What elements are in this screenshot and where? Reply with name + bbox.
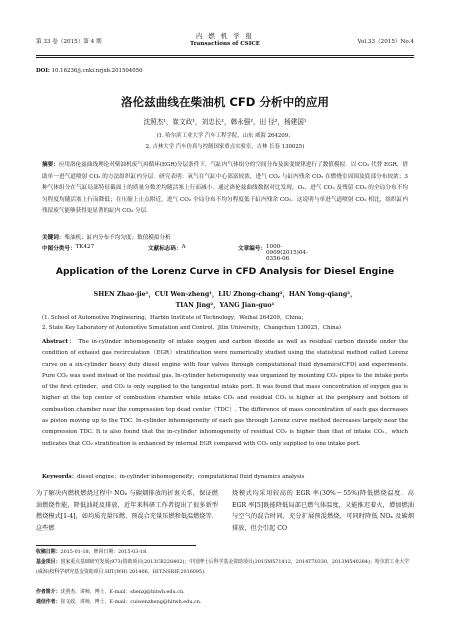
abstract-cn-label: 摘要：: [42, 162, 59, 168]
abstract-cn-text: 应用洛伦兹曲线理论对柴油机废气再循环(EGR)分层条件下，气缸内气体组分的空间分布及演变规律进行了数值模拟．以 CO₂ 代替 EGR，借助单一进气道喷射 CO₂ 的方法组织缸内分层．研究表明：氧气在气缸中心部富较浓，进气 CO₂ 与缸内残余 CO₂ 在燃烧室周围及底部分布较浓；3 种气体组分在气缸局部特征截面上的质量分数差均随活塞上行而减小．通过洛伦兹曲线数据对比发现，O₂、进气 CO₂ 及残留 CO₂ 的全局分布不均匀程度均随活塞上行而降低；在压缩上止点附近，进气 CO₂ 全局分布不均匀程度低于缸内残余 CO₂．这说明与单进气道喷射 CO₂ 相比，组织缸内残留废气能够获得更显著的缸内 CO₂ 分层．: [42, 162, 408, 215]
affiliation-cn-1: (1. 哈尔滨工业大学 汽车工程学院，山东 威海 264209；: [156, 133, 294, 139]
article-number-label: 文章编号：: [238, 246, 266, 252]
title-cn: 洛伦兹曲线在柴油机 CFD 分析中的应用: [120, 95, 330, 109]
keywords-cn-text: 柴油机；缸内分布不均匀度；数值模拟分析: [64, 235, 171, 241]
affiliation-cn-2: 2. 吉林大学 汽车仿真与控制国家重点实验室，吉林 长春 130025): [145, 144, 305, 150]
abstract-cn: [42, 160, 408, 218]
header-rule-bottom: [36, 57, 414, 58]
clc-value: TK427: [75, 244, 95, 250]
footnote-rule: [36, 545, 196, 546]
authors-cn: 沈照杰¹，崔文政¹，刘忠长²，韩永强²，田 径²，杨建国¹: [143, 118, 307, 126]
doi-value: 10.16236/j.cnki.nrjxb.201504050: [51, 68, 143, 74]
document-code: [148, 244, 186, 252]
running-header: [36, 30, 414, 54]
authors-en-line-1: SHEN Zhao-jie¹，CUI Wen-zheng¹，LIU Zhong-chang²，HAN Yong-qiang²，: [93, 291, 357, 298]
keywords-en-text: diesel engine；in-cylinder inhomogeneity；computational fluid dynamics analysis: [77, 474, 305, 480]
received-label: 收稿日期：: [36, 549, 61, 555]
doi-label: DOI:: [36, 68, 50, 74]
received-text: 2015-01-18；修回日期：2015-03-18.: [60, 549, 148, 555]
fund-label: 基金项目：: [36, 559, 61, 565]
article-number: [238, 244, 308, 262]
author-text: 沈照杰，讲师，博士，E-mail：shenzj@hitwh.edu.cn.: [60, 589, 185, 595]
keywords-cn: [42, 233, 408, 241]
keywords-cn-label: 关键词：: [42, 235, 65, 241]
affiliation-en-1: (1. School of Automotive Engineering，Harbin Institute of Technology，Weihai 264209，China；: [42, 315, 307, 321]
abstract-en: [42, 337, 408, 450]
footnote-received: [36, 548, 414, 558]
author-label: 作者简介：: [36, 589, 61, 595]
clc-label: 中图分类号：: [42, 246, 76, 252]
clc-number: [42, 244, 95, 252]
keywords-en: [42, 472, 408, 480]
body-column-right: 烧模式均采用较高的 EGR 率(30%～55%)降低燃烧温度．高 EGR 率[5]既能降低局部已燃气体温度，又能推迟着火，增加燃油与空气的混合时间，充分扩展预混燃烧，可同时降低 NOₓ 及碳烟排放，但会引起 CO: [232, 490, 414, 532]
contact-text: 崔文政，讲师，博士，E-mail：cuiwenzheng@hitwh.edu.cn.: [60, 599, 202, 605]
document-code-value: A: [181, 244, 186, 250]
document-code-label: 文献标志码：: [148, 246, 182, 252]
journal-name-cn: 内 燃 机 学 报: [195, 32, 255, 40]
abstract-en-text: The in-cylinder inhomogeneity of intake oxygen and carbon dioxide as well as residual carbon dioxide under the condition of exhaust gas recirculation（EGR）stratification were numerically studied using the statistical method called Lorenz curve on a six-cylinder heavy duty diesel engine with four valves through computational fluid dynamics(CFD) and experiments. Pure CO₂ was used instead of the residual gas. In-cylinder heterogeneity was organized by mounting CO₂ pipes to the intake ports of the first cylinder，and CO₂ is only supplied to the tangential intake port. It was found that mass concentration of oxygen gas is higher at the top center of combustion chamber while intake CO₂ and residual CO₂ is higher at the periphery and bottom of combustion chamber near the compression top dead center（TDC）. The difference of mass concentration of each gas decreases as piston moving up to the TDC. In-cylinder inhomogeneity of each gas through Lorenz curve method decreases largely near the compression TDC. It is also found that the in-cylinder inhomogeneity of residual CO₂ is higher than that of intake CO₂，which indicates that CO₂ stratification is enhanced by internal EGR compared with CO₂ only supplied to one intake port.: [42, 339, 408, 447]
affiliation-en-2: 2. State Key Laboratory of Automotive Simulation and Control，Jilin University，Changchun 130025，China): [42, 325, 341, 331]
body-column-left: 为了解决内燃机燃烧过程中 NOₓ 与碳烟排放的折衷关系，保证燃油燃烧性能，降低油耗及排放，近年来科研工作者提出了很多新型燃烧模式[1-4]，如均质充量压燃、预混合充量压燃和低温燃烧等．这些燃: [36, 490, 218, 532]
fund-text: 国家重点基础研究发展(973)资助项目(2013CB228402)；中国博士后科学基金资助项目(2015M571412，2014T70330，2013M540284)；哈尔滨工业大学(威海)校科学研究基金资助项目 HIT(WH) 201406，HIT.NSRIF.2016095).: [36, 559, 410, 575]
footnote-author: [36, 588, 414, 598]
volume-issue-cn: 第 33 卷（2015）第 4 期: [36, 39, 102, 45]
title-en: Application of the Lorenz Curve in CFD Analysis for Diesel Engine: [55, 266, 395, 277]
article-number-value: 1000-0909(2015)04-0356-06: [265, 244, 308, 262]
volume-issue-en: Vol.33（2015）No.4: [357, 39, 414, 45]
abstract-en-label: Abstract：: [42, 339, 76, 345]
footnote-contact: [36, 598, 414, 608]
journal-name-en: Transactions of CSICE: [189, 41, 261, 47]
header-rule-top: [36, 55, 414, 56]
keywords-en-label: Keywords：: [42, 474, 78, 480]
authors-en-line-2: TIAN Jing²，YANG Jian-guo¹: [175, 302, 275, 309]
contact-label: 通信作者：: [36, 599, 61, 605]
footnote-fund: [36, 558, 414, 578]
doi-line: [36, 68, 143, 74]
